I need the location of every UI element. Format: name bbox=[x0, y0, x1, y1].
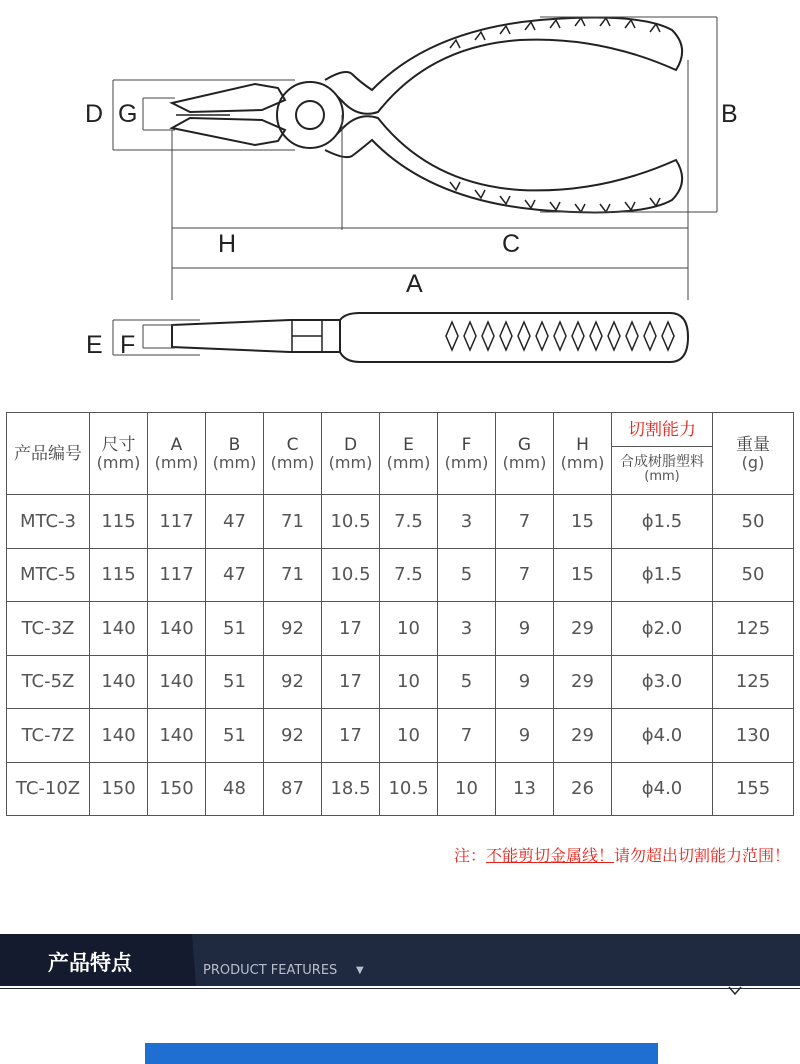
pliers-handle-upper bbox=[325, 18, 682, 114]
cell-c: 71 bbox=[264, 495, 322, 549]
cell-g: 13 bbox=[496, 762, 554, 816]
pliers-handle-lower bbox=[325, 116, 682, 212]
cell-size: 115 bbox=[90, 548, 148, 602]
cell-c: 92 bbox=[264, 709, 322, 763]
cell-f: 7 bbox=[438, 709, 496, 763]
cell-f: 3 bbox=[438, 495, 496, 549]
cell-f: 5 bbox=[438, 655, 496, 709]
cell-model: TC-10Z bbox=[7, 762, 90, 816]
header-f: F (mm) bbox=[438, 413, 496, 495]
cell-f: 3 bbox=[438, 602, 496, 656]
cell-c: 92 bbox=[264, 655, 322, 709]
cell-h: 29 bbox=[554, 602, 612, 656]
cutting-capacity-title: 切割能力 bbox=[612, 413, 712, 447]
cell-cut: ϕ1.5 bbox=[612, 548, 713, 602]
header-cutting-capacity bbox=[612, 413, 713, 495]
cell-cut: ϕ4.0 bbox=[612, 709, 713, 763]
dim-label-g: G bbox=[118, 100, 138, 128]
cell-b: 51 bbox=[206, 709, 264, 763]
header-weight: 重量 (g) bbox=[713, 413, 794, 495]
note-prefix: 注： bbox=[453, 846, 486, 865]
cell-a: 150 bbox=[148, 762, 206, 816]
note-suffix: 请勿超出切割能力范围！ bbox=[613, 846, 790, 865]
cell-size: 115 bbox=[90, 495, 148, 549]
cell-d: 17 bbox=[322, 655, 380, 709]
cell-g: 9 bbox=[496, 655, 554, 709]
cell-h: 15 bbox=[554, 548, 612, 602]
cell-h: 15 bbox=[554, 495, 612, 549]
table-row bbox=[7, 762, 794, 816]
dim-label-h: H bbox=[218, 230, 237, 258]
cell-model: MTC-3 bbox=[7, 495, 90, 549]
cell-h: 29 bbox=[554, 655, 612, 709]
cell-cut: ϕ4.0 bbox=[612, 762, 713, 816]
cell-b: 47 bbox=[206, 548, 264, 602]
cell-f: 10 bbox=[438, 762, 496, 816]
table-row bbox=[7, 548, 794, 602]
cell-b: 47 bbox=[206, 495, 264, 549]
cell-d: 18.5 bbox=[322, 762, 380, 816]
cell-d: 17 bbox=[322, 602, 380, 656]
header-size: 尺寸 (mm) bbox=[90, 413, 148, 495]
features-subtitle: PRODUCT FEATURES bbox=[203, 963, 338, 978]
dim-label-d: D bbox=[85, 100, 104, 128]
pliers-jaw-bottom bbox=[172, 118, 285, 145]
pliers-side-handle bbox=[340, 313, 688, 362]
warning-note bbox=[454, 843, 790, 866]
header-d: D (mm) bbox=[322, 413, 380, 495]
table-row bbox=[7, 709, 794, 763]
product-features-banner bbox=[0, 934, 800, 990]
dim-label-f: F bbox=[120, 331, 136, 359]
cell-e: 10 bbox=[380, 655, 438, 709]
cell-d: 17 bbox=[322, 709, 380, 763]
table-row bbox=[7, 495, 794, 549]
cell-cut: ϕ1.5 bbox=[612, 495, 713, 549]
table-row bbox=[7, 602, 794, 656]
cell-weight: 50 bbox=[713, 548, 794, 602]
pliers-dimension-diagram bbox=[0, 0, 800, 400]
cell-cut: ϕ3.0 bbox=[612, 655, 713, 709]
cell-h: 29 bbox=[554, 709, 612, 763]
cutting-capacity-unit: (mm) bbox=[644, 469, 680, 484]
section-header-block bbox=[145, 1043, 658, 1064]
header-h: H (mm) bbox=[554, 413, 612, 495]
cell-size: 140 bbox=[90, 655, 148, 709]
cell-weight: 125 bbox=[713, 602, 794, 656]
cell-e: 10.5 bbox=[380, 762, 438, 816]
header-model: 产品编号 bbox=[7, 413, 90, 495]
dim-label-c: C bbox=[502, 230, 521, 258]
chevron-down-icon bbox=[728, 986, 742, 996]
header-e: E (mm) bbox=[380, 413, 438, 495]
cell-e: 10 bbox=[380, 709, 438, 763]
cell-weight: 50 bbox=[713, 495, 794, 549]
cell-a: 140 bbox=[148, 709, 206, 763]
cell-g: 9 bbox=[496, 602, 554, 656]
cell-a: 117 bbox=[148, 548, 206, 602]
cell-c: 92 bbox=[264, 602, 322, 656]
cell-c: 87 bbox=[264, 762, 322, 816]
cell-size: 140 bbox=[90, 602, 148, 656]
cell-a: 140 bbox=[148, 655, 206, 709]
cell-c: 71 bbox=[264, 548, 322, 602]
header-a: A (mm) bbox=[148, 413, 206, 495]
dim-label-e: E bbox=[86, 331, 103, 359]
cell-weight: 155 bbox=[713, 762, 794, 816]
cell-g: 9 bbox=[496, 709, 554, 763]
table-header-row bbox=[7, 413, 794, 495]
cell-size: 150 bbox=[90, 762, 148, 816]
pliers-jaw-top bbox=[172, 84, 285, 112]
header-c: C (mm) bbox=[264, 413, 322, 495]
spec-table bbox=[6, 412, 794, 816]
triangle-down-icon: ▼ bbox=[356, 965, 364, 976]
cell-model: TC-5Z bbox=[7, 655, 90, 709]
cell-weight: 125 bbox=[713, 655, 794, 709]
dim-label-a: A bbox=[406, 270, 423, 298]
cell-a: 117 bbox=[148, 495, 206, 549]
cell-f: 5 bbox=[438, 548, 496, 602]
cell-b: 51 bbox=[206, 655, 264, 709]
cell-g: 7 bbox=[496, 548, 554, 602]
note-warning: 不能剪切金属线！ bbox=[485, 846, 614, 865]
cutting-capacity-material: 合成树脂塑料 bbox=[620, 454, 704, 470]
cell-cut: ϕ2.0 bbox=[612, 602, 713, 656]
cell-size: 140 bbox=[90, 709, 148, 763]
cell-model: TC-3Z bbox=[7, 602, 90, 656]
features-title: 产品特点 bbox=[48, 951, 132, 975]
cell-e: 10 bbox=[380, 602, 438, 656]
cell-a: 140 bbox=[148, 602, 206, 656]
cell-d: 10.5 bbox=[322, 548, 380, 602]
cell-model: TC-7Z bbox=[7, 709, 90, 763]
cell-h: 26 bbox=[554, 762, 612, 816]
header-g: G (mm) bbox=[496, 413, 554, 495]
pliers-pivot bbox=[277, 82, 343, 148]
cell-d: 10.5 bbox=[322, 495, 380, 549]
cell-g: 7 bbox=[496, 495, 554, 549]
cell-e: 7.5 bbox=[380, 495, 438, 549]
cell-weight: 130 bbox=[713, 709, 794, 763]
cell-b: 51 bbox=[206, 602, 264, 656]
cell-model: MTC-5 bbox=[7, 548, 90, 602]
cell-b: 48 bbox=[206, 762, 264, 816]
table-row bbox=[7, 655, 794, 709]
header-b: B (mm) bbox=[206, 413, 264, 495]
dim-label-b: B bbox=[721, 100, 738, 128]
cell-e: 7.5 bbox=[380, 548, 438, 602]
